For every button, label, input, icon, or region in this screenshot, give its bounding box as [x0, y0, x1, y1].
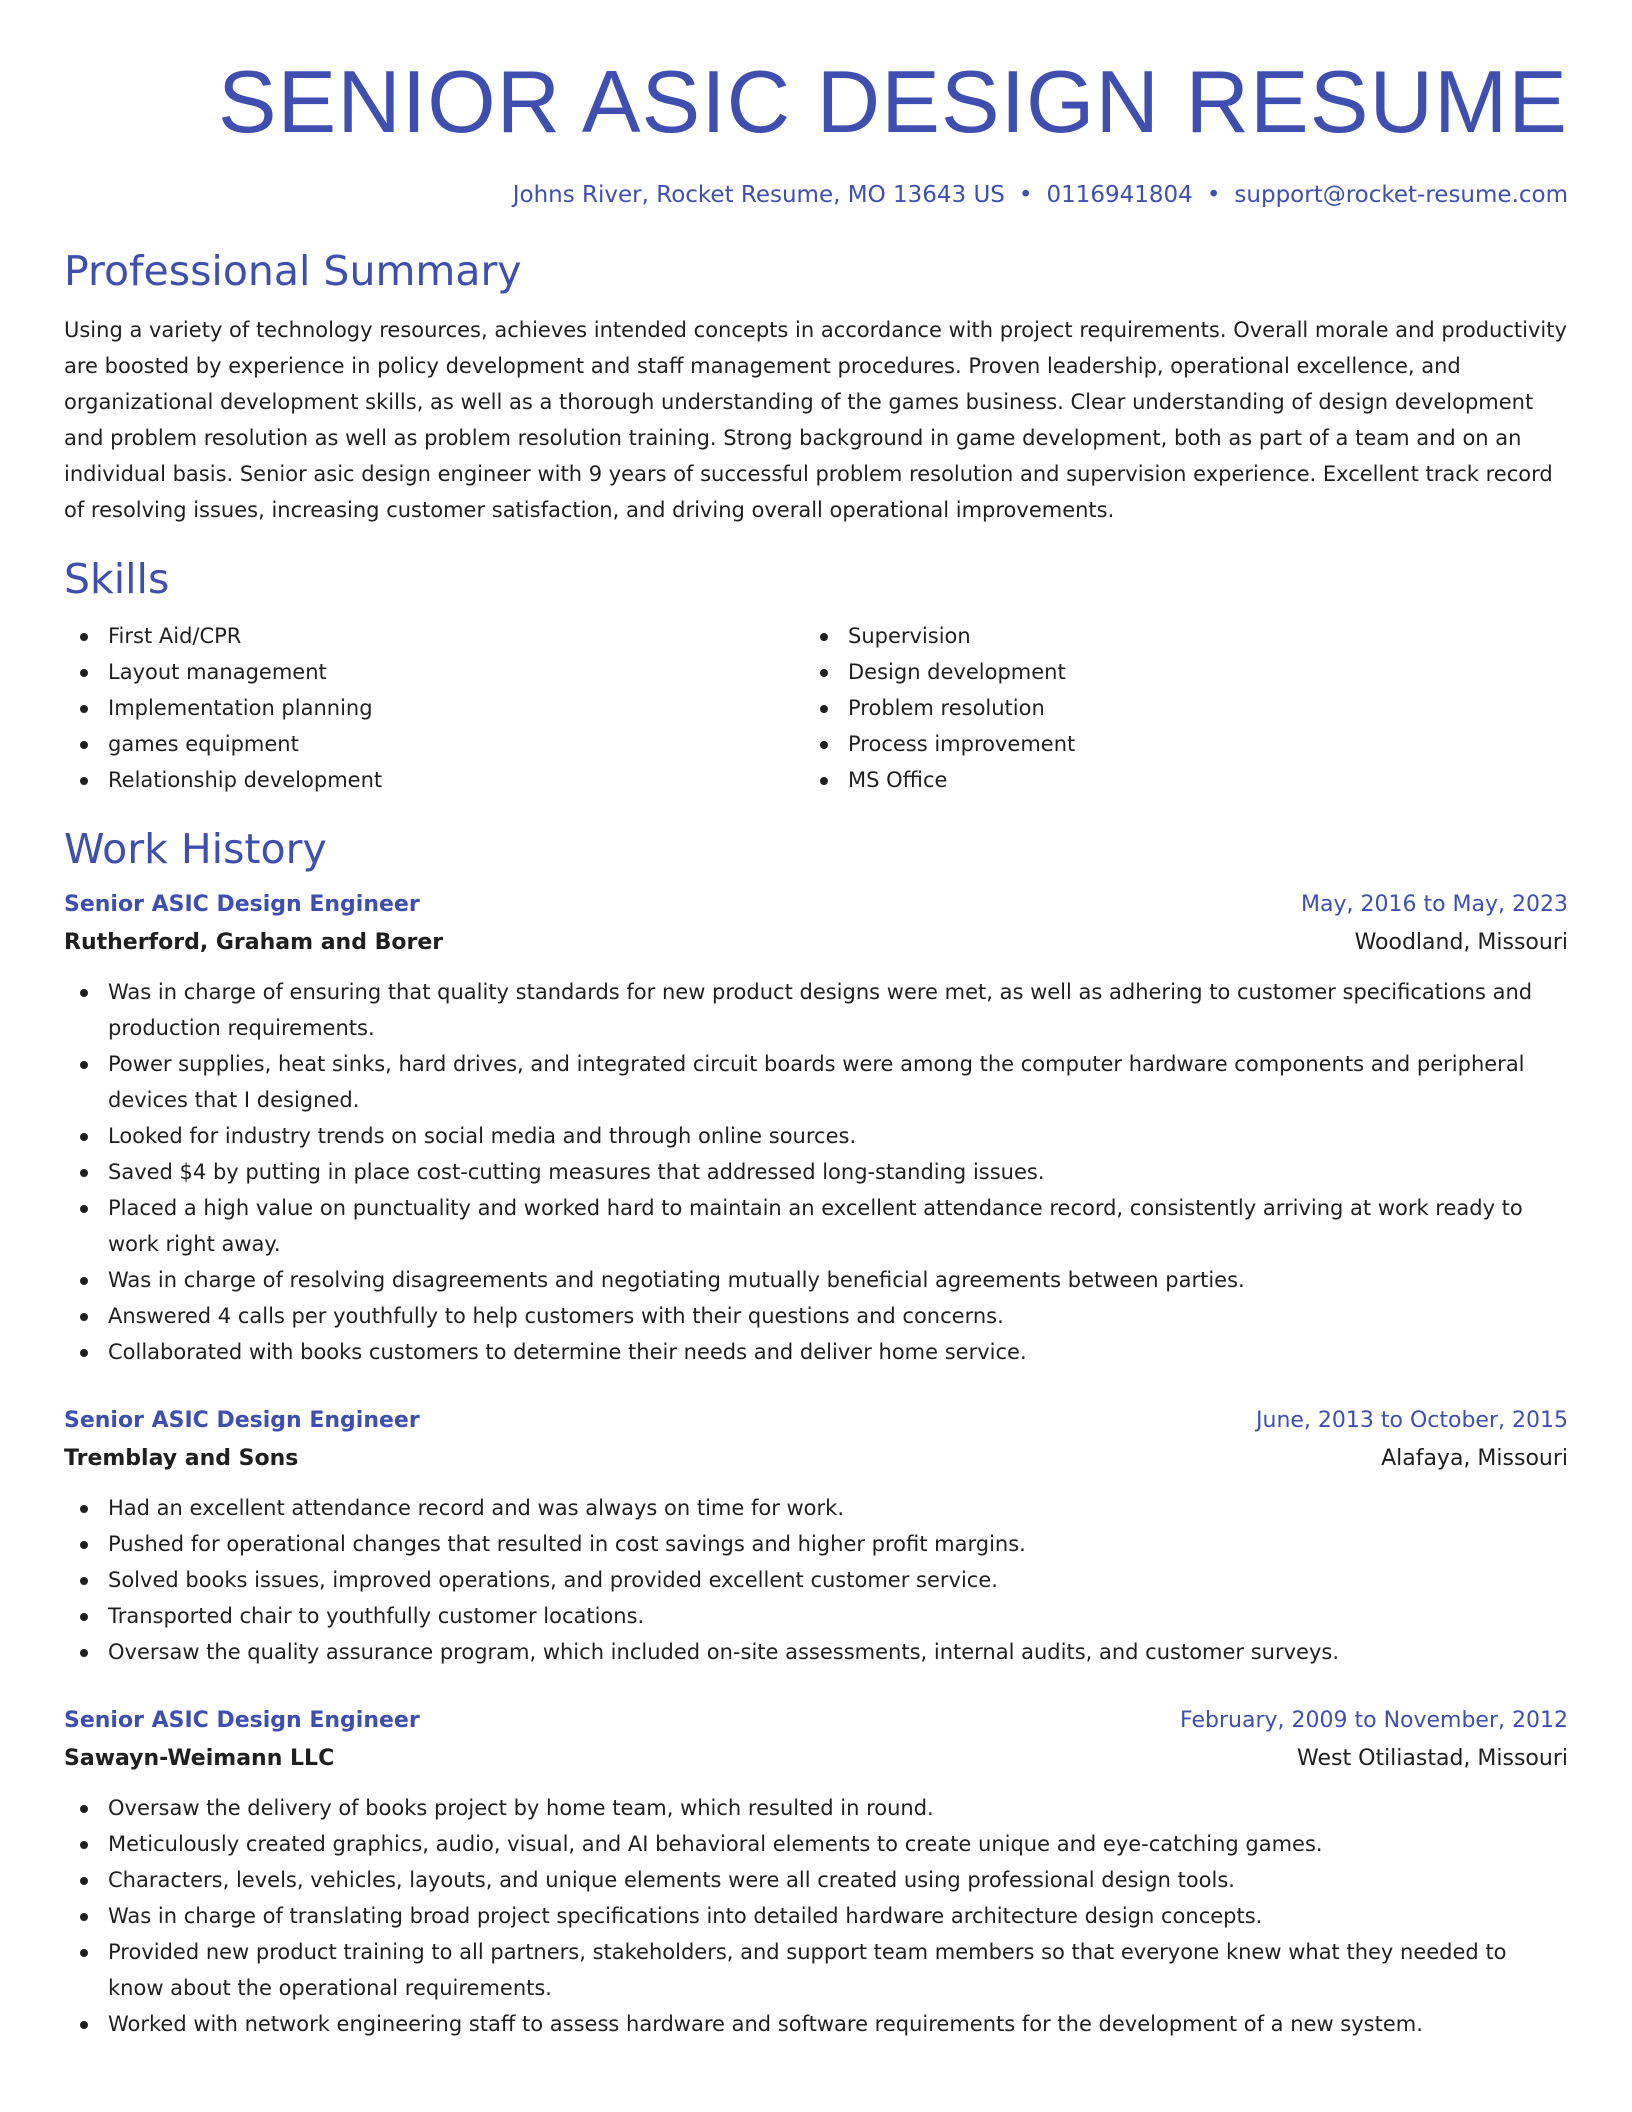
job-bullet: [64, 1334, 1568, 1370]
skill-label: MS Office: [848, 768, 948, 792]
job-title-row: [64, 1702, 1568, 1740]
bullet-text: Power supplies, heat sinks, hard drives, and integrated circuit boards were among the computer hardware components and peripheral devices that I designed.: [108, 1052, 1525, 1112]
skill-label: Relationship development: [108, 768, 383, 792]
bullet-icon: [80, 2021, 88, 2029]
bullet-icon: [80, 1841, 88, 1849]
job-location: Alafaya, Missouri: [1381, 1446, 1568, 1471]
bullet-icon: [80, 1169, 88, 1177]
job-bullet: [64, 1634, 1568, 1670]
bullet-icon: [80, 1877, 88, 1885]
bullet-icon: [80, 669, 88, 677]
job-entry: [64, 1702, 1568, 2042]
bullet-text: Oversaw the delivery of books project by home team, which resulted in round.: [108, 1796, 934, 1820]
skill-label: Problem resolution: [848, 696, 1045, 720]
bullet-text: Looked for industry trends on social media and through online sources.: [108, 1124, 857, 1148]
job-bullet: [64, 1046, 1568, 1118]
skills-column-right: [804, 618, 1544, 798]
skill-label: First Aid/CPR: [108, 624, 242, 648]
contact-separator: •: [1018, 182, 1033, 208]
skill-label: Layout management: [108, 660, 327, 684]
bullet-icon: [80, 1577, 88, 1585]
resume-header: [64, 0, 1568, 210]
job-entry: [64, 886, 1568, 1370]
job-bullet: [64, 1562, 1568, 1598]
job-bullets: [64, 1790, 1568, 2042]
skill-label: Design development: [848, 660, 1066, 684]
bullet-text: Was in charge of resolving disagreements and negotiating mutually beneficial agreements between parties.: [108, 1268, 1245, 1292]
job-bullet: [64, 1118, 1568, 1154]
job-title-row: [64, 1402, 1568, 1440]
job-title: Senior ASIC Design Engineer: [64, 892, 420, 917]
job-dates: May, 2016 to May, 2023: [1301, 892, 1568, 917]
job-company: Tremblay and Sons: [64, 1446, 299, 1471]
job-bullet: [64, 1934, 1568, 2006]
bullet-text: Solved books issues, improved operations, and provided excellent customer service.: [108, 1568, 998, 1592]
bullet-icon: [80, 1061, 88, 1069]
skill-item: [64, 762, 804, 798]
skill-label: Supervision: [848, 624, 971, 648]
skill-item: [804, 690, 1544, 726]
job-bullet: [64, 1826, 1568, 1862]
job-company-row: [64, 924, 1568, 962]
job-bullet: [64, 1862, 1568, 1898]
skill-item: [64, 726, 804, 762]
bullet-icon: [80, 1349, 88, 1357]
work-history-heading: Work History: [64, 825, 327, 873]
bullet-text: Transported chair to youthfully customer locations.: [108, 1604, 645, 1628]
job-title: Senior ASIC Design Engineer: [64, 1408, 420, 1433]
bullet-text: Worked with network engineering staff to assess hardware and software requirements for the development of a new system.: [108, 2012, 1423, 2036]
job-bullet: [64, 974, 1568, 1046]
job-title-row: [64, 886, 1568, 924]
job-bullet: [64, 1790, 1568, 1826]
job-bullet: [64, 1190, 1568, 1262]
job-bullet: [64, 1154, 1568, 1190]
bullet-text: Collaborated with books customers to determine their needs and deliver home service.: [108, 1340, 1027, 1364]
skill-item: [64, 654, 804, 690]
bullet-icon: [80, 1913, 88, 1921]
bullet-text: Answered 4 calls per youthfully to help customers with their questions and concerns.: [108, 1304, 1004, 1328]
job-location: Woodland, Missouri: [1354, 930, 1568, 955]
bullet-text: Pushed for operational changes that resulted in cost savings and higher profit margins.: [108, 1532, 1026, 1556]
job-bullets: [64, 1490, 1568, 1670]
job-bullet: [64, 1898, 1568, 1934]
bullet-icon: [80, 1313, 88, 1321]
job-bullet: [64, 1526, 1568, 1562]
skill-label: Implementation planning: [108, 696, 373, 720]
job-dates: June, 2013 to October, 2015: [1256, 1408, 1568, 1433]
bullet-icon: [80, 777, 88, 785]
skill-item: [64, 690, 804, 726]
skill-item: [804, 654, 1544, 690]
bullet-icon: [80, 1505, 88, 1513]
bullet-icon: [80, 1541, 88, 1549]
bullet-icon: [80, 633, 88, 641]
resume-name: SENIOR ASIC DESIGN RESUME: [217, 52, 1568, 151]
bullet-icon: [80, 1205, 88, 1213]
bullet-text: Provided new product training to all partners, stakeholders, and support team members so that everyone knew what they needed to know about the operational requirements.: [108, 1940, 1507, 2000]
job-company: Rutherford, Graham and Borer: [64, 930, 444, 955]
bullet-icon: [80, 741, 88, 749]
job-company-row: [64, 1440, 1568, 1478]
contact-phone: 0116941804: [1046, 182, 1193, 208]
bullet-icon: [80, 1133, 88, 1141]
bullet-icon: [80, 1805, 88, 1813]
skill-item: [804, 618, 1544, 654]
skills-heading: Skills: [64, 555, 170, 603]
contact-email[interactable]: support@rocket-resume.com: [1234, 182, 1568, 208]
bullet-icon: [820, 777, 828, 785]
bullet-icon: [820, 705, 828, 713]
job-bullets: [64, 974, 1568, 1370]
bullet-icon: [820, 669, 828, 677]
job-company-row: [64, 1740, 1568, 1778]
bullet-icon: [80, 705, 88, 713]
contact-separator: •: [1206, 182, 1221, 208]
job-bullet: [64, 1598, 1568, 1634]
bullet-icon: [80, 1613, 88, 1621]
bullet-text: Oversaw the quality assurance program, which included on-site assessments, internal audits, and customer surveys.: [108, 1640, 1340, 1664]
bullet-icon: [80, 989, 88, 997]
skill-label: Process improvement: [848, 732, 1076, 756]
summary-text: Using a variety of technology resources, achieves intended concepts in accordance with project requirements. Overall morale and productivity are boosted by experience in policy development and staff management procedures. Proven leadership, operational excellence, and organizational development skills, as well as a thorough understanding of the games business. Clear understanding of design development and problem resolution as well as problem resolution training. Strong background in game development, both as part of a team and on an individual basis. Senior asic design engineer with 9 years of successful problem resolution and supervision experience. Excellent track record of resolving issues, increasing customer satisfaction, and driving overall operational improvements.: [64, 318, 1567, 522]
bullet-text: Saved $4 by putting in place cost-cutting measures that addressed long-standing issues.: [108, 1160, 1045, 1184]
job-company: Sawayn-Weimann LLC: [64, 1746, 335, 1771]
bullet-text: Was in charge of translating broad project specifications into detailed hardware architecture design concepts.: [108, 1904, 1263, 1928]
job-location: West Otiliastad, Missouri: [1297, 1746, 1568, 1771]
job-bullet: [64, 1490, 1568, 1526]
skill-item: [804, 762, 1544, 798]
skills-column-left: [64, 618, 804, 798]
job-bullet: [64, 2006, 1568, 2042]
contact-address: Johns River, Rocket Resume, MO 13643 US: [512, 182, 1005, 208]
job-bullet: [64, 1298, 1568, 1334]
skill-item: [804, 726, 1544, 762]
skill-label: games equipment: [108, 732, 299, 756]
bullet-text: Meticulously created graphics, audio, visual, and AI behavioral elements to create unique and eye-catching games.: [108, 1832, 1323, 1856]
contact-line: [64, 180, 1568, 210]
bullet-icon: [80, 1949, 88, 1957]
skill-item: [64, 618, 804, 654]
job-title: Senior ASIC Design Engineer: [64, 1708, 420, 1733]
bullet-text: Placed a high value on punctuality and worked hard to maintain an excellent attendance record, consistently arriving at work ready to work right away.: [108, 1196, 1523, 1256]
bullet-icon: [820, 741, 828, 749]
job-dates: February, 2009 to November, 2012: [1180, 1708, 1568, 1733]
bullet-text: Characters, levels, vehicles, layouts, and unique elements were all created using professional design tools.: [108, 1868, 1235, 1892]
job-bullet: [64, 1262, 1568, 1298]
bullet-text: Had an excellent attendance record and was always on time for work.: [108, 1496, 845, 1520]
bullet-icon: [80, 1277, 88, 1285]
summary-heading: Professional Summary: [64, 247, 522, 295]
bullet-text: Was in charge of ensuring that quality standards for new product designs were met, as well as adhering to customer specifications and production requirements.: [108, 980, 1533, 1040]
skills-list: [64, 618, 1568, 798]
job-entry: [64, 1402, 1568, 1670]
bullet-icon: [820, 633, 828, 641]
bullet-icon: [80, 1649, 88, 1657]
